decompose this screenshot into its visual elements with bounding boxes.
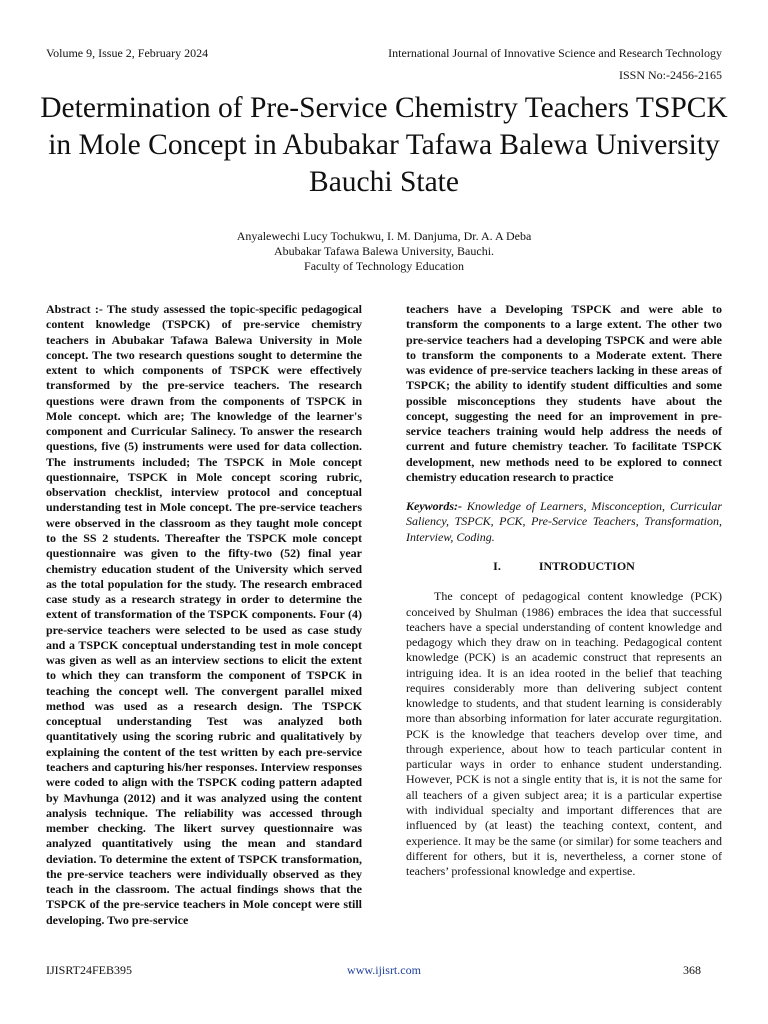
- page-number: 368: [683, 963, 701, 977]
- author-faculty: Faculty of Technology Education: [304, 259, 464, 273]
- paper-title: Determination of Pre-Service Chemistry Teachers TSPCK in Mole Concept in Abubakar Tafawa Balewa University Bauchi State: [40, 92, 728, 198]
- issn-label: ISSN No:-2456-2165: [618, 68, 722, 82]
- author-affiliation: Abubakar Tafawa Balewa University, Bauchi.: [273, 244, 495, 258]
- keywords-label: Keywords:-: [406, 499, 462, 514]
- volume-issue-label: Volume 9, Issue 2, February 2024: [46, 46, 209, 60]
- section-number: I.: [493, 558, 501, 573]
- paper-id: IJISRT24FEB395: [46, 963, 132, 977]
- author-names: Anyalewechi Lucy Tochukwu, I. M. Danjuma, Dr. A. A Deba: [236, 229, 532, 243]
- left-column: [46, 302, 362, 928]
- abstract-continuation: teachers have a Developing TSPCK and were able to transform the components to a large extent. The other two pre-service teachers had a developing TSPCK and were able to transform the components to a Moderate extent. There was evidence of pre-service teachers lacking in these areas of TSPCK; the ability to identify student difficulties and some possible misconceptions they students have about the concept, suggesting the need for an improvement in pre-service teachers training would help address the needs of current and future chemistry teacher. To facilitate TSPCK development, new methods need to be explored to connect chemistry education research to practice: [406, 302, 722, 484]
- journal-website-link[interactable]: www.ijisrt.com: [347, 963, 421, 977]
- right-column: [406, 302, 722, 879]
- introduction-paragraph: The concept of pedagogical content knowledge (PCK) conceived by Shulman (1986) embraces the idea that successful teachers have a special understanding of content knowledge and pedagogy which they draw on in teaching. Pedagogical content knowledge (PCK) is an academic construct that represents an intriguing idea. It is an idea rooted in the belief that teaching requires considerably more than delivering subject content knowledge to students, and that student learning is considerably more than absorbing information for later accurate regurgitation. PCK is the knowledge that teachers develop over time, and through experience, about how to teach particular content in particular ways in order to enhance student understanding. However, PCK is not a single entity that is, it is not the same for all teachers of a given subject area; it is a particular expertise with individual specialty and important differences that are influenced by (at least) the teaching context, content, and experience. It may be the same (or similar) for some teachers and different for others, but it is, nevertheless, a corner stone of teachers’ professional knowledge and expertise.: [406, 589, 722, 879]
- keywords-text: Knowledge of Learners, Misconception, Curricular Saliency, TSPCK, PCK, Pre-Service Teachers, Transformation, Interview, Coding.: [406, 499, 722, 544]
- author-block: [0, 229, 768, 274]
- abstract-text: Abstract :- The study assessed the topic-specific pedagogical content knowledge (TSPCK) of pre-service chemistry teachers in Abubakar Tafawa Balewa University in Mole concept. The two research questions sought to determine the extent to which components of TSPCK were effectively transformed by the pre-service teachers. The research questions were drawn from the components of TSPCK in Mole concept. which are; The knowledge of the learner's component and Curricular Salinecy. To answer the research questions, five (5) instruments were used for data collection. The instruments included; The TSPCK in Mole concept questionnaire, TSPCK in Mole concept scoring rubric, observation checklist, interview protocol and conceptual understanding test in Mole concept. The pre-service teachers were observed in the classroom as they taught mole concept to the SS 2 students. Thereafter the TSPCK mole concept questionnaire was given to the fifty-two (52) final year chemistry education student of the University which served as the total population for the study. The research embraced case study as a research strategy in order to determine the extent of transformation of the TSPCK components. Four (4) pre-service teachers were selected to be used as case study and a TSPCK conceptual understanding test in mole concept was given as well as an interview sections to elicit the extent to which they can transform the component of TSPCK in teaching the concept well. The convergent parallel mixed method was used as a research design. The TSPCK conceptual understanding Test was analyzed both quantitatively using the scoring rubric and qualitatively by explaining the content of the test written by each pre-service teachers and capturing his/her responses. Interview responses were coded to align with the TSPCK coding pattern adapted by Mavhunga (2012) and it was analyzed using the content analysis technique. The reliability was accessed through member checking. The likert survey questionnaire was analyzed quantitatively using the mean and standard deviation. To determine the extent of TSPCK transformation, the pre-service teachers were individually observed as they teach in the classroom. The actual findings shows that the TSPCK of the pre-service teachers in Mole concept were still developing. Two pre-service: [46, 302, 362, 927]
- journal-name: International Journal of Innovative Science and Research Technology: [388, 46, 722, 60]
- section-heading-introduction: [406, 559, 722, 574]
- section-title: INTRODUCTION: [538, 558, 635, 573]
- keywords: [406, 499, 722, 545]
